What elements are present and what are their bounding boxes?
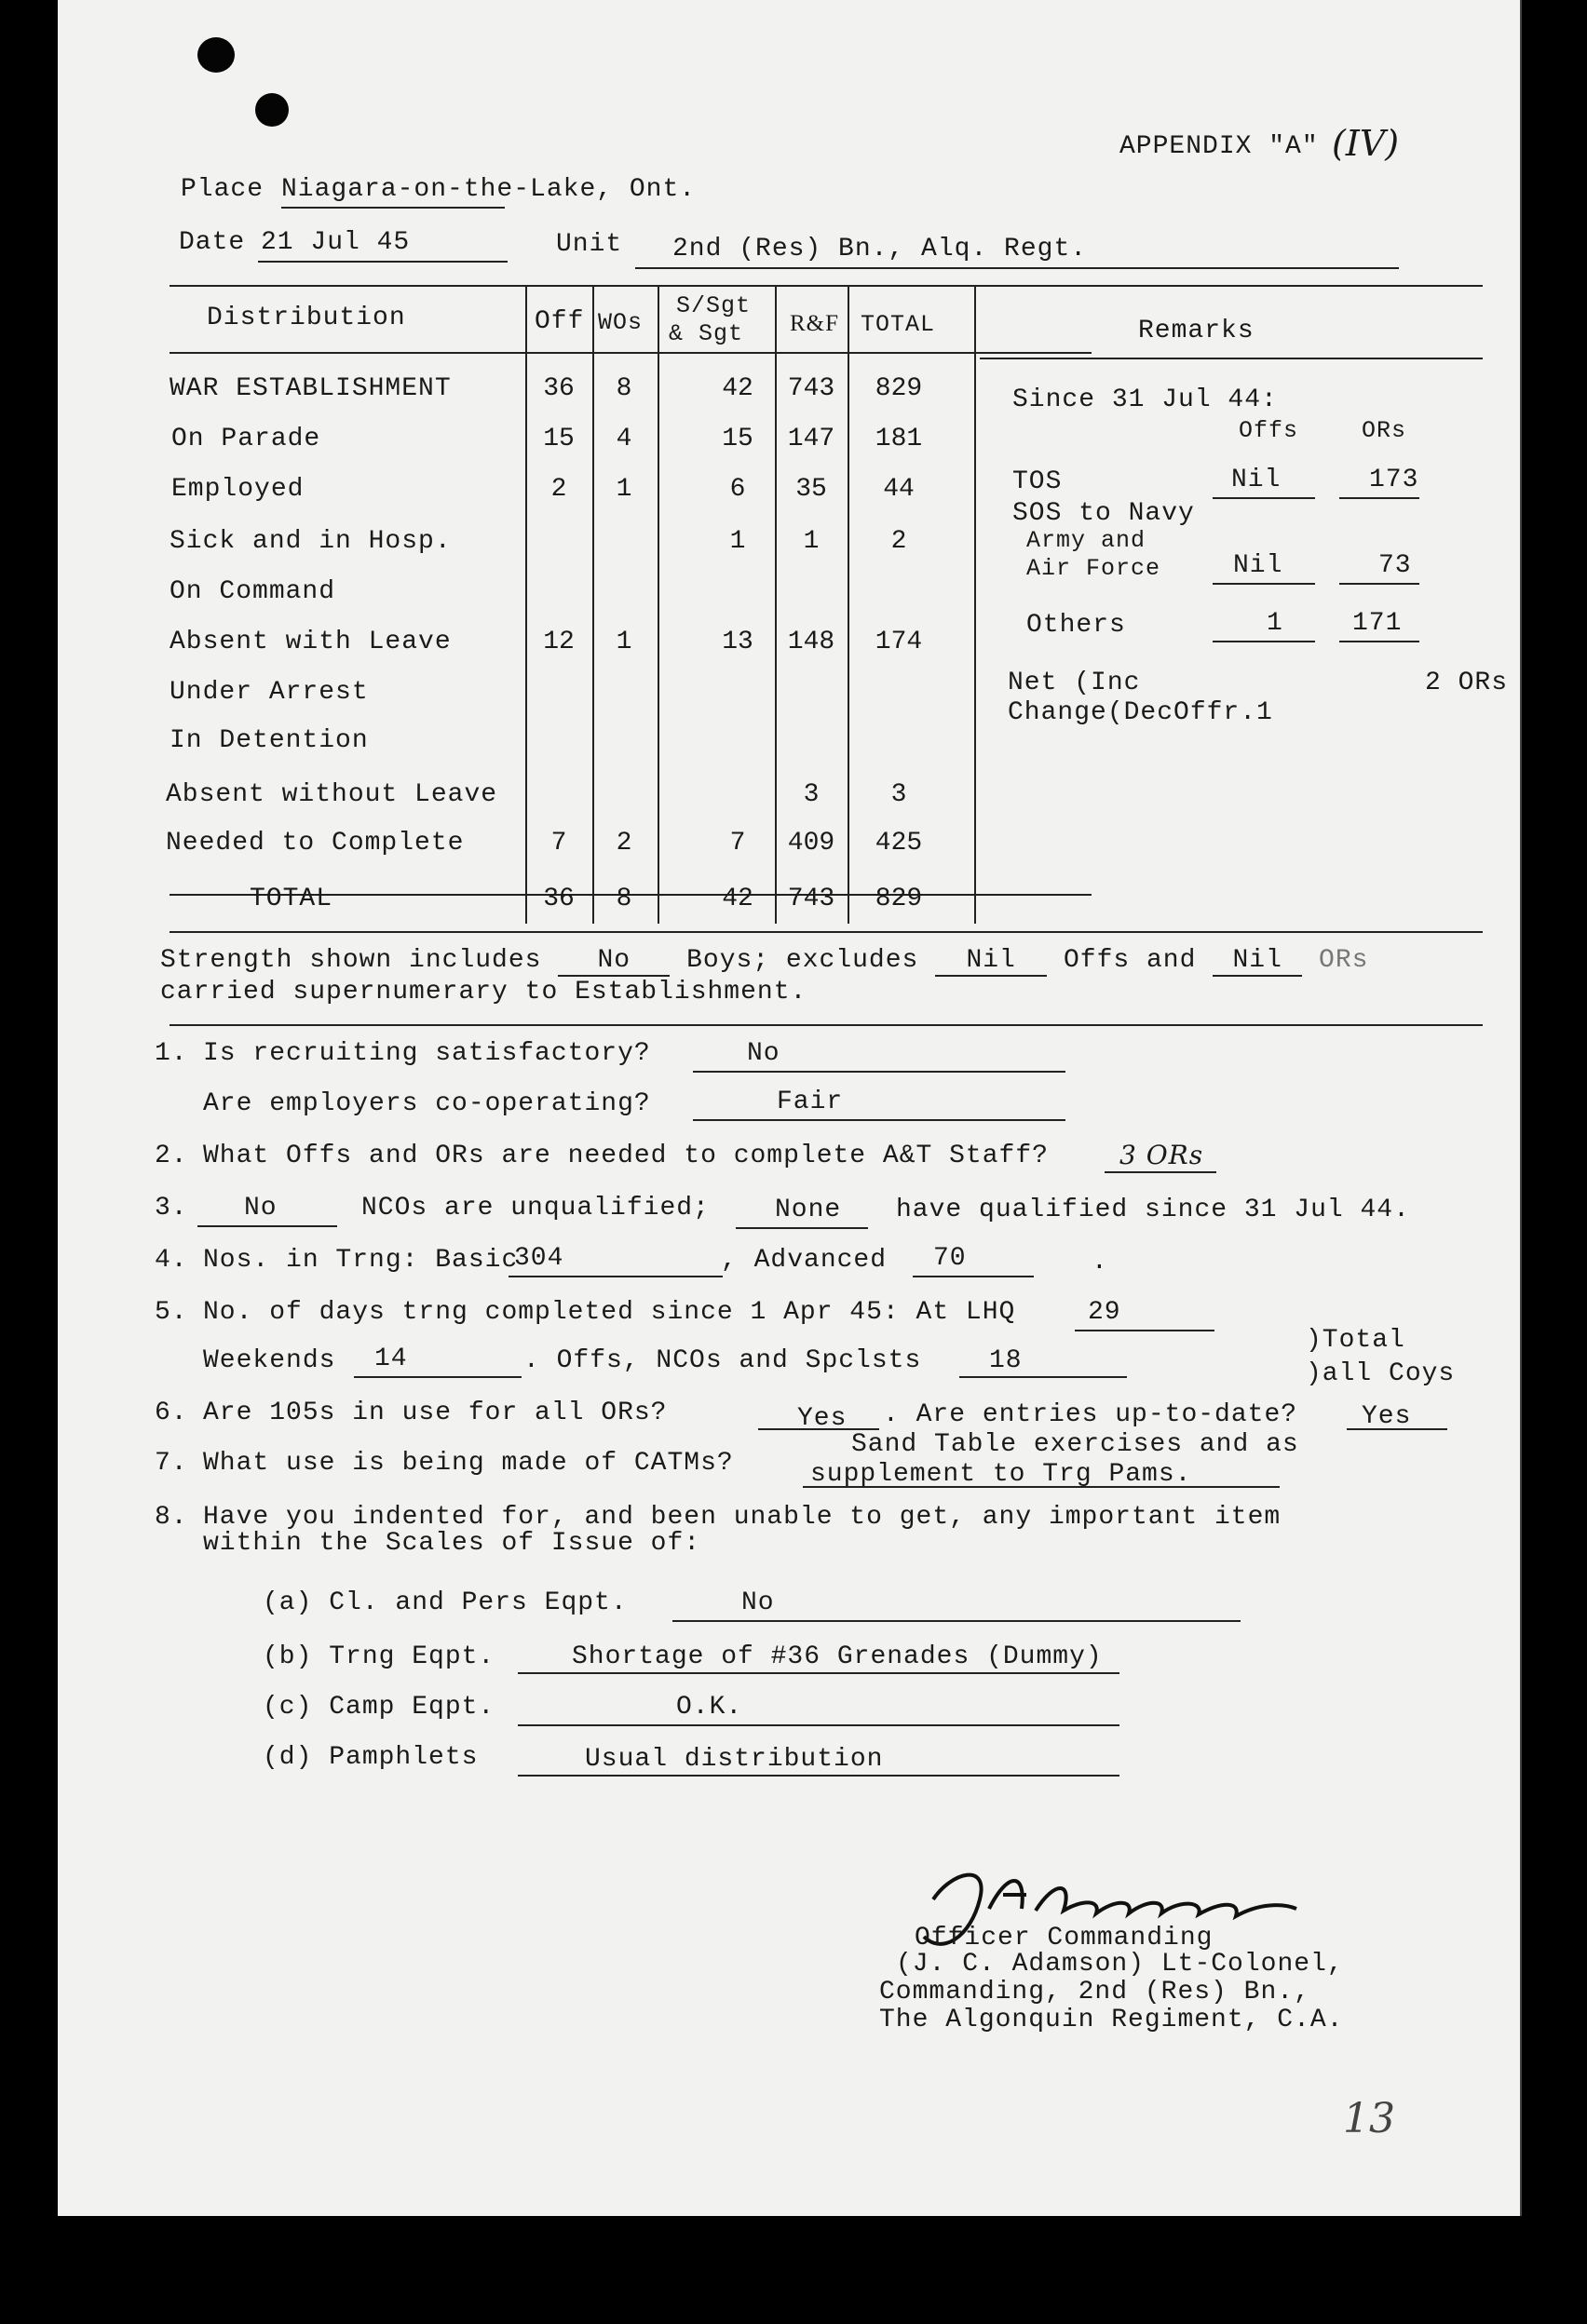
signature-title: Officer Commanding [915,1924,1214,1952]
q8c-answer: O.K. [676,1693,743,1722]
punch-hole-top [197,37,235,73]
q5-lhq: 29 [1088,1298,1121,1327]
punch-hole-bottom [255,93,289,127]
q5-weekends: 14 [374,1344,408,1373]
strength-line2: carried supernumerary to Establishment. [160,978,807,1007]
header-and-sgt: & Sgt [669,320,744,347]
q8b-answer: Shortage of #36 Grenades (Dummy) [572,1642,1103,1671]
signature-regiment: The Algonquin Regiment, C.A. [879,2006,1344,2034]
date-value: 21 Jul 45 [261,228,411,257]
q1-employers: Are employers co-operating? [203,1089,651,1118]
unit-value: 2nd (Res) Bn., Alq. Regt. [672,235,1088,263]
q2-answer: 3 ORs [1119,1140,1204,1170]
appendix-label: APPENDIX "A" [1119,132,1319,161]
signature-name: (J. C. Adamson) Lt-Colonel, [896,1950,1344,1979]
q6-answer-105s: Yes [797,1404,848,1433]
q4-basic: 304 [514,1244,564,1273]
q4-advanced: 70 [933,1244,967,1273]
header-off: Off [535,307,585,336]
q2-question: What Offs and ORs are needed to complete A&T Staff? [203,1142,1049,1170]
q8d-answer: Usual distribution [585,1745,884,1774]
header-total: TOTAL [861,311,936,338]
q3-answer-unqualified: No [244,1194,278,1223]
place-label: Place [181,175,264,204]
header-wos: WOs [598,309,644,336]
date-label: Date [179,228,246,257]
header-rf: R&F [790,311,840,336]
place-value: Niagara-on-the-Lake, Ont. [281,175,697,204]
q1-answer: No [747,1039,780,1068]
q5-specialists: 18 [989,1346,1023,1375]
document-page: APPENDIX "A" (IV) Place Niagara-on-the-Lake, Ont. Date 21 Jul 45 Unit 2nd (Res) Bn., Alq. Regt. Distribution Off WOs S/Sgt & Sgt R&F TOTAL Remarks WAR ESTABLISHMENT 36 8 42 743 829 On Parade 15 4 15 147 181 Employed 2 1 6 35 44 Sick and in Hosp. 1 1 2 On Command Absent with Leave 12 1 13 148 174 Under Arrest In Detention Absent without Leave 3 3 Needed to Complete 7 2 7 409 425 TOTAL 36 8 42 743 829 Since 31 Jul 44: Offs ORs TOS Nil 173 SOS to Navy Army and Air Force Nil 73 Others 1 171 Net (Inc 2 ORs Change(DecOffr.1 Strength shown includes No Boys; excludes Nil Offs and Nil ORs carried supernumerary to Establishment. 1. Is recruiting satisfactory? No Are employers co-operating? Fair 2. What Offs and ORs are needed to complete A&T Staff? 3 ORs 3. No NCOs are unqualified; None have qualified since 31 Jul 44. 4. Nos. in Trng: Basic 304 , Advanced 70 . 5. No. of days trng completed since 1 Apr 45: At LHQ 29 Weekends 14 . Offs, NCOs and Spclsts 18 )Total )all Coys 6. Are 105s in use for all ORs? Yes . Are entries up-to-date? Yes 7. What use is being made of CATMs? Sand Table exercises and as supplement to Trg Pams. 8. Have you indented for, and been unable to get, any important item within the Scales of Issue of: (a) Cl. and Pers Eqpt. No (b) Trng Eqpt. Shortage of #36 Grenades (Dummy) (c) Camp Eqpt. O.K. (d) Pamphlets Usual distribution Officer Commanding (J. C. Adamson) Lt-Colonel, Commanding, 2nd (Res) Bn., The Algonquin Regiment, C.A. 13 [58,0,1522,2216]
q6-answer-entries: Yes [1362,1402,1412,1431]
q8a-answer: No [741,1588,775,1617]
header-ssgt: S/Sgt [676,292,752,319]
strength-line1: Strength shown includes No Boys; excludes Nil Offs and Nil ORs [160,946,1369,975]
signature-unit: Commanding, 2nd (Res) Bn., [879,1978,1310,2006]
q3-answer-qualified: None [775,1196,842,1224]
q1-question: Is recruiting satisfactory? [203,1039,651,1068]
q1-employers-answer: Fair [777,1088,844,1116]
q7-answer-line2: supplement to Trg Pams. [810,1460,1192,1489]
unit-label: Unit [556,230,623,259]
page-mark: 13 [1343,2095,1395,2142]
q7-answer-line1: Sand Table exercises and as [851,1430,1299,1459]
header-remarks: Remarks [1138,317,1255,345]
header-distribution: Distribution [207,304,406,332]
appendix-handwritten: (IV) [1332,123,1400,164]
